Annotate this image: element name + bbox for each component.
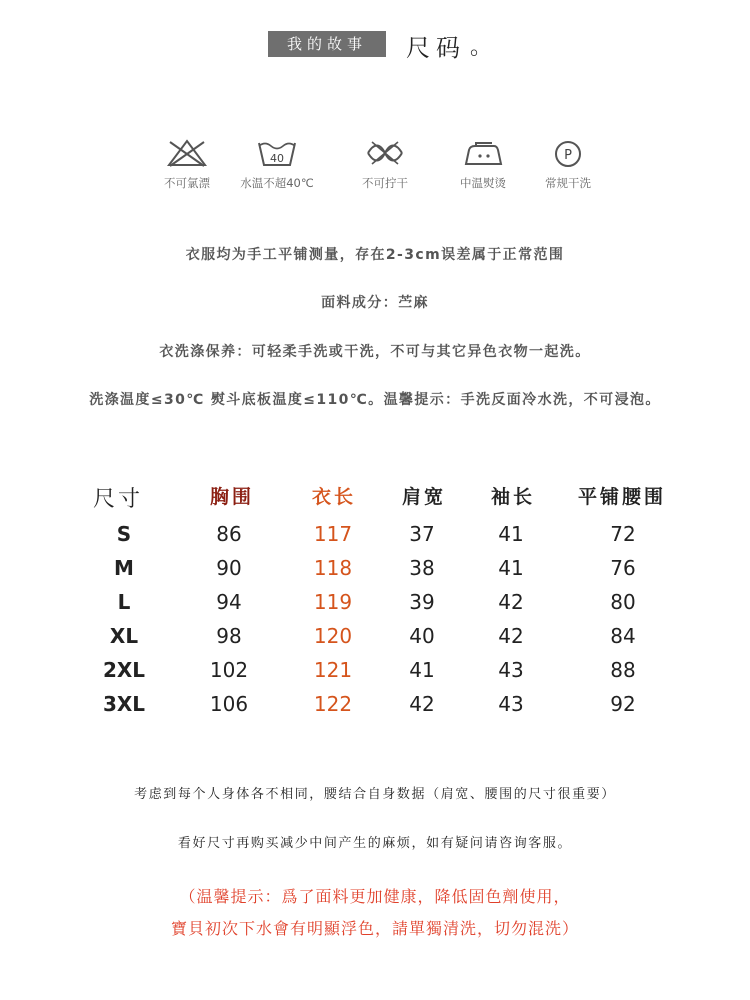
iron-medium-icon [462, 138, 504, 168]
cell-sleeve: 42 [498, 590, 524, 614]
cell-waist: 72 [610, 522, 636, 546]
table-row [0, 624, 750, 658]
cell-waist: 84 [610, 624, 636, 648]
no-bleach-icon [166, 138, 208, 168]
cell-shoulder: 38 [409, 556, 435, 580]
cell-length: 122 [313, 692, 353, 716]
cell-shoulder: 37 [409, 522, 435, 546]
cell-length: 120 [313, 624, 353, 648]
cell-chest: 94 [216, 590, 242, 614]
color-warning-line2: 寶貝初次下水會有明顯浮色，請單獨清洗，切勿混洗） [170, 919, 579, 938]
care-label: 不可拧干 [362, 176, 408, 190]
cell-sleeve: 42 [498, 624, 524, 648]
measurement-note: 衣服均为手工平铺测量，存在2-3cm误差属于正常范围 [185, 247, 565, 263]
dry-clean-p-icon [547, 138, 589, 168]
care-item-wash-40 [222, 138, 332, 191]
cell-size: 3XL [102, 692, 146, 716]
page-header [0, 30, 750, 60]
header-waist: 平铺腰围 [577, 486, 667, 508]
service-note: 看好尺寸再购买减少中间产生的麻烦，如有疑问请咨询客服。 [177, 836, 573, 851]
header-sleeve: 袖长 [490, 486, 536, 508]
cell-size: S [116, 522, 132, 546]
cell-length: 121 [313, 658, 353, 682]
fit-advice: 考虑到每个人身体各不相同，腰结合自身数据（肩宽、腰围的尺寸很重要） [134, 787, 616, 802]
cell-shoulder: 39 [409, 590, 435, 614]
header-shoulder: 肩宽 [401, 486, 447, 508]
table-row [0, 658, 750, 692]
table-row [0, 556, 750, 590]
cell-chest: 90 [216, 556, 242, 580]
cell-waist: 80 [610, 590, 636, 614]
cell-shoulder: 42 [409, 692, 435, 716]
temperature-note: 洗涤温度≤30℃ 熨斗底板温度≤110℃。温馨提示：手洗反面冷水洗，不可浸泡。 [89, 392, 661, 408]
table-row [0, 522, 750, 556]
cell-waist: 88 [610, 658, 636, 682]
cell-chest: 86 [216, 522, 242, 546]
care-icons [0, 138, 750, 198]
fabric-composition: 面料成分：苎麻 [321, 295, 429, 311]
color-warning-line1: （温馨提示：爲了面料更加健康，降低固色劑使用， [179, 887, 571, 906]
cell-waist: 76 [610, 556, 636, 580]
cell-sleeve: 43 [498, 692, 524, 716]
header-chest: 胸围 [209, 486, 255, 508]
care-instructions: 衣洗涤保养：可轻柔手洗或干洗，不可与其它异色衣物一起洗。 [159, 344, 591, 360]
header-length: 衣长 [311, 486, 357, 508]
cell-sleeve: 41 [498, 556, 524, 580]
table-row [0, 590, 750, 624]
table-row [0, 692, 750, 726]
header-size: 尺寸 [92, 487, 144, 512]
cell-chest: 98 [216, 624, 242, 648]
cell-size: XL [109, 624, 139, 648]
wash-temp-value: 40 [270, 152, 284, 165]
cell-waist: 92 [610, 692, 636, 716]
care-label: 水温不超40℃ [240, 176, 314, 190]
table-header-row [0, 482, 750, 516]
care-item-dry-clean [513, 138, 623, 191]
cell-sleeve: 41 [498, 522, 524, 546]
page-title: 尺码 [406, 34, 466, 62]
cell-shoulder: 40 [409, 624, 435, 648]
care-item-no-wring [330, 138, 440, 191]
cell-size: 2XL [102, 658, 146, 682]
care-label: 中温熨烫 [460, 176, 506, 190]
wash-40-icon [256, 138, 298, 168]
story-badge: 我的故事 [268, 31, 386, 57]
cell-sleeve: 43 [498, 658, 524, 682]
cell-size: L [117, 590, 131, 614]
no-wring-icon [364, 138, 406, 168]
cell-length: 117 [313, 522, 353, 546]
title-dot: 。 [470, 35, 493, 60]
cell-size: M [114, 556, 134, 580]
cell-shoulder: 41 [409, 658, 435, 682]
cell-chest: 106 [209, 692, 249, 716]
cell-chest: 102 [209, 658, 249, 682]
dry-clean-letter: P [564, 148, 572, 163]
care-label: 不可氯漂 [164, 176, 210, 190]
care-label: 常规干洗 [545, 176, 591, 190]
cell-length: 118 [313, 556, 353, 580]
cell-length: 119 [313, 590, 353, 614]
